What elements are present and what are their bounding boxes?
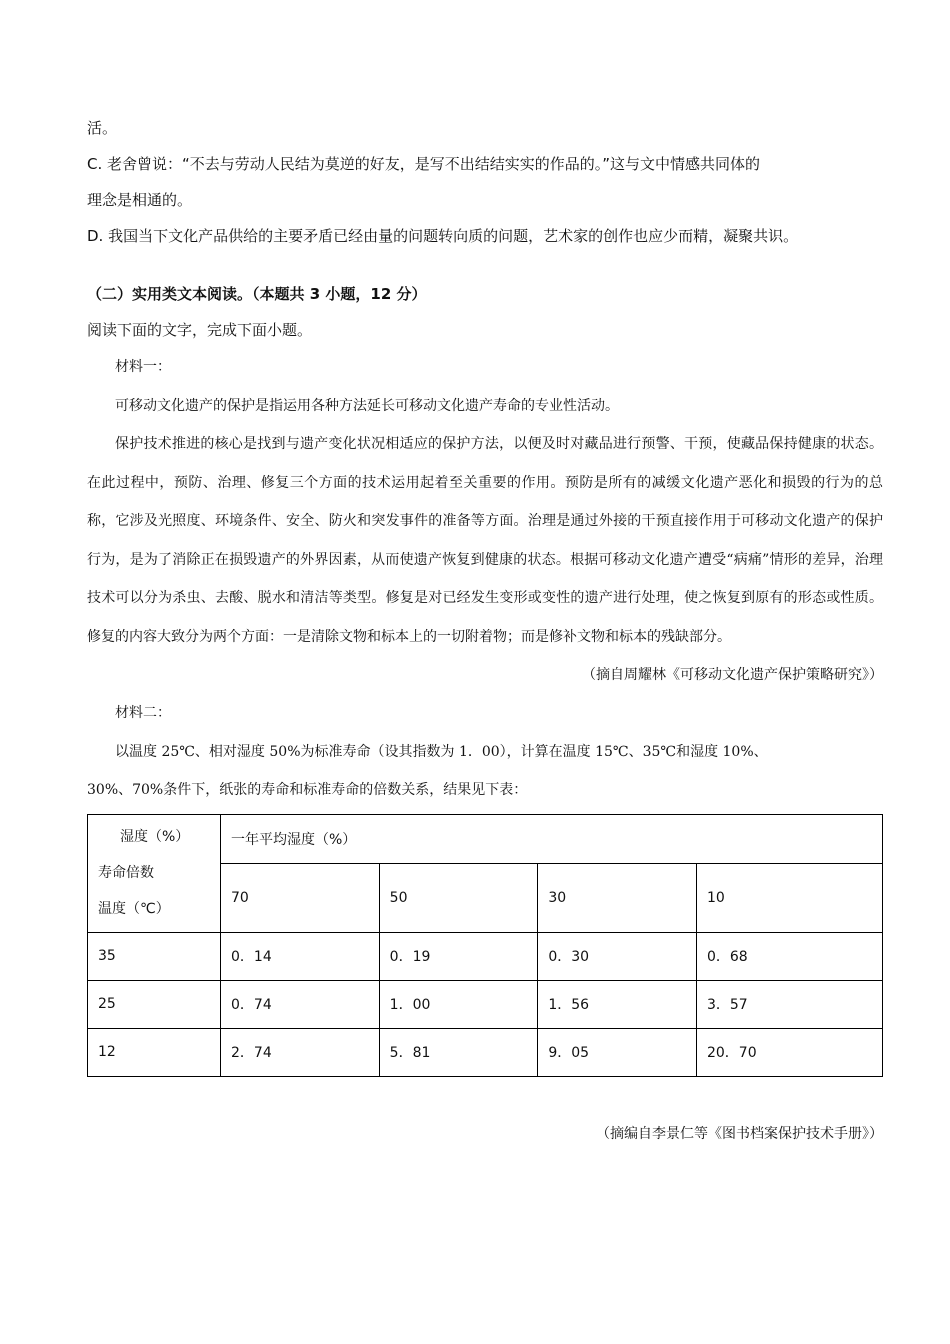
corner-temperature-label: 温度（℃）: [98, 901, 170, 917]
section-instruction: 阅读下面的文字，完成下面小题。: [87, 321, 313, 339]
table-cell: 0．30: [538, 932, 697, 980]
row-temperature: 12: [88, 1028, 221, 1076]
option-d-line: D. 我国当下文化产品供给的主要矛盾已经由量的问题转向质的问题，艺术家的创作也应少而精，凝聚共识。: [87, 227, 799, 245]
table-cell: 0．14: [221, 932, 380, 980]
material2-intro-line1: 以温度 25℃、相对湿度 50%为标准寿命（设其指数为 1．00），计算在温度 15℃、35℃和湿度 10%、: [115, 743, 768, 760]
material1-source: （摘自周耀林《可移动文化遗产保护策略研究》）: [582, 667, 883, 683]
table-cell: 20．70: [696, 1028, 882, 1076]
row-temperature: 35: [88, 932, 221, 980]
material1-paragraph1: 可移动文化遗产的保护是指运用各种方法延长可移动文化遗产寿命的专业性活动。: [115, 397, 619, 414]
table-header-row: [88, 814, 883, 863]
prev-option-tail: 活。: [87, 119, 118, 137]
table-cell: 3．57: [696, 980, 882, 1028]
material1-label: 材料一：: [115, 359, 171, 375]
table-cell: 1．56: [538, 980, 697, 1028]
table-row: [88, 1028, 883, 1076]
table-cell: 0．74: [221, 980, 380, 1028]
table-cell: 5．81: [379, 1028, 538, 1076]
column-header: 70: [221, 863, 380, 932]
column-header: 10: [696, 863, 882, 932]
table-cell: 0．68: [696, 932, 882, 980]
option-c-line1: C. 老舍曾说：“不去与劳动人民结为莫逆的好友，是写不出结结实实的作品的。”这与文中情感共同体的: [87, 155, 761, 173]
table-cell: 9．05: [538, 1028, 697, 1076]
table-cell: 2．74: [221, 1028, 380, 1076]
table-cell: 1．00: [379, 980, 538, 1028]
section-gap: [87, 254, 883, 276]
table-row: [88, 980, 883, 1028]
material2-intro-line2: 30%、70%条件下，纸张的寿命和标准寿命的倍数关系，结果见下表：: [87, 782, 528, 798]
exam-page: [87, 110, 883, 1153]
option-c-line2: 理念是相通的。: [87, 191, 193, 209]
row-temperature: 25: [88, 980, 221, 1028]
table-group-header: 一年平均湿度（%）: [221, 814, 883, 863]
corner-multiple-label: 寿命倍数: [98, 865, 154, 881]
corner-humidity-label: 湿度（%）: [120, 829, 190, 845]
table-corner-cell: [88, 814, 221, 932]
paper-lifespan-table: [87, 814, 883, 1077]
column-header: 50: [379, 863, 538, 932]
section-title: （二）实用类文本阅读。（本题共 3 小题，12 分）: [87, 285, 427, 303]
material1-paragraph2: 保护技术推进的核心是找到与遗产变化状况相适应的保护方法，以便及时对藏品进行预警、干预，使藏品保持健康的状态。在此过程中，预防、治理、修复三个方面的技术运用起着至关重要的作用。预防是所有的减缓文化遗产恶化和损毁的行为的总称，它涉及光照度、环境条件、安全、防火和突发事件的准备等方面。治理是通过外接的干预直接作用于可移动文化遗产的保护行为，是为了消除正在损毁遗产的外界因素，从而使遗产恢复到健康的状态。根据可移动文化遗产遭受“病痛”情形的差异，治理技术可以分为杀虫、去酸、脱水和清洁等类型。修复是对已经发生变形或变性的遗产进行处理，使之恢复到原有的形态或性质。修复的内容大致分为两个方面：一是清除文物和标本上的一切附着物；而是修补文物和标本的残缺部分。: [87, 436, 883, 645]
column-header: 30: [538, 863, 697, 932]
table-row: [88, 932, 883, 980]
material2-label: 材料二：: [115, 705, 171, 721]
table-cell: 0．19: [379, 932, 538, 980]
material2-source: （摘编自李景仁等《图书档案保护技术手册》）: [596, 1125, 883, 1142]
